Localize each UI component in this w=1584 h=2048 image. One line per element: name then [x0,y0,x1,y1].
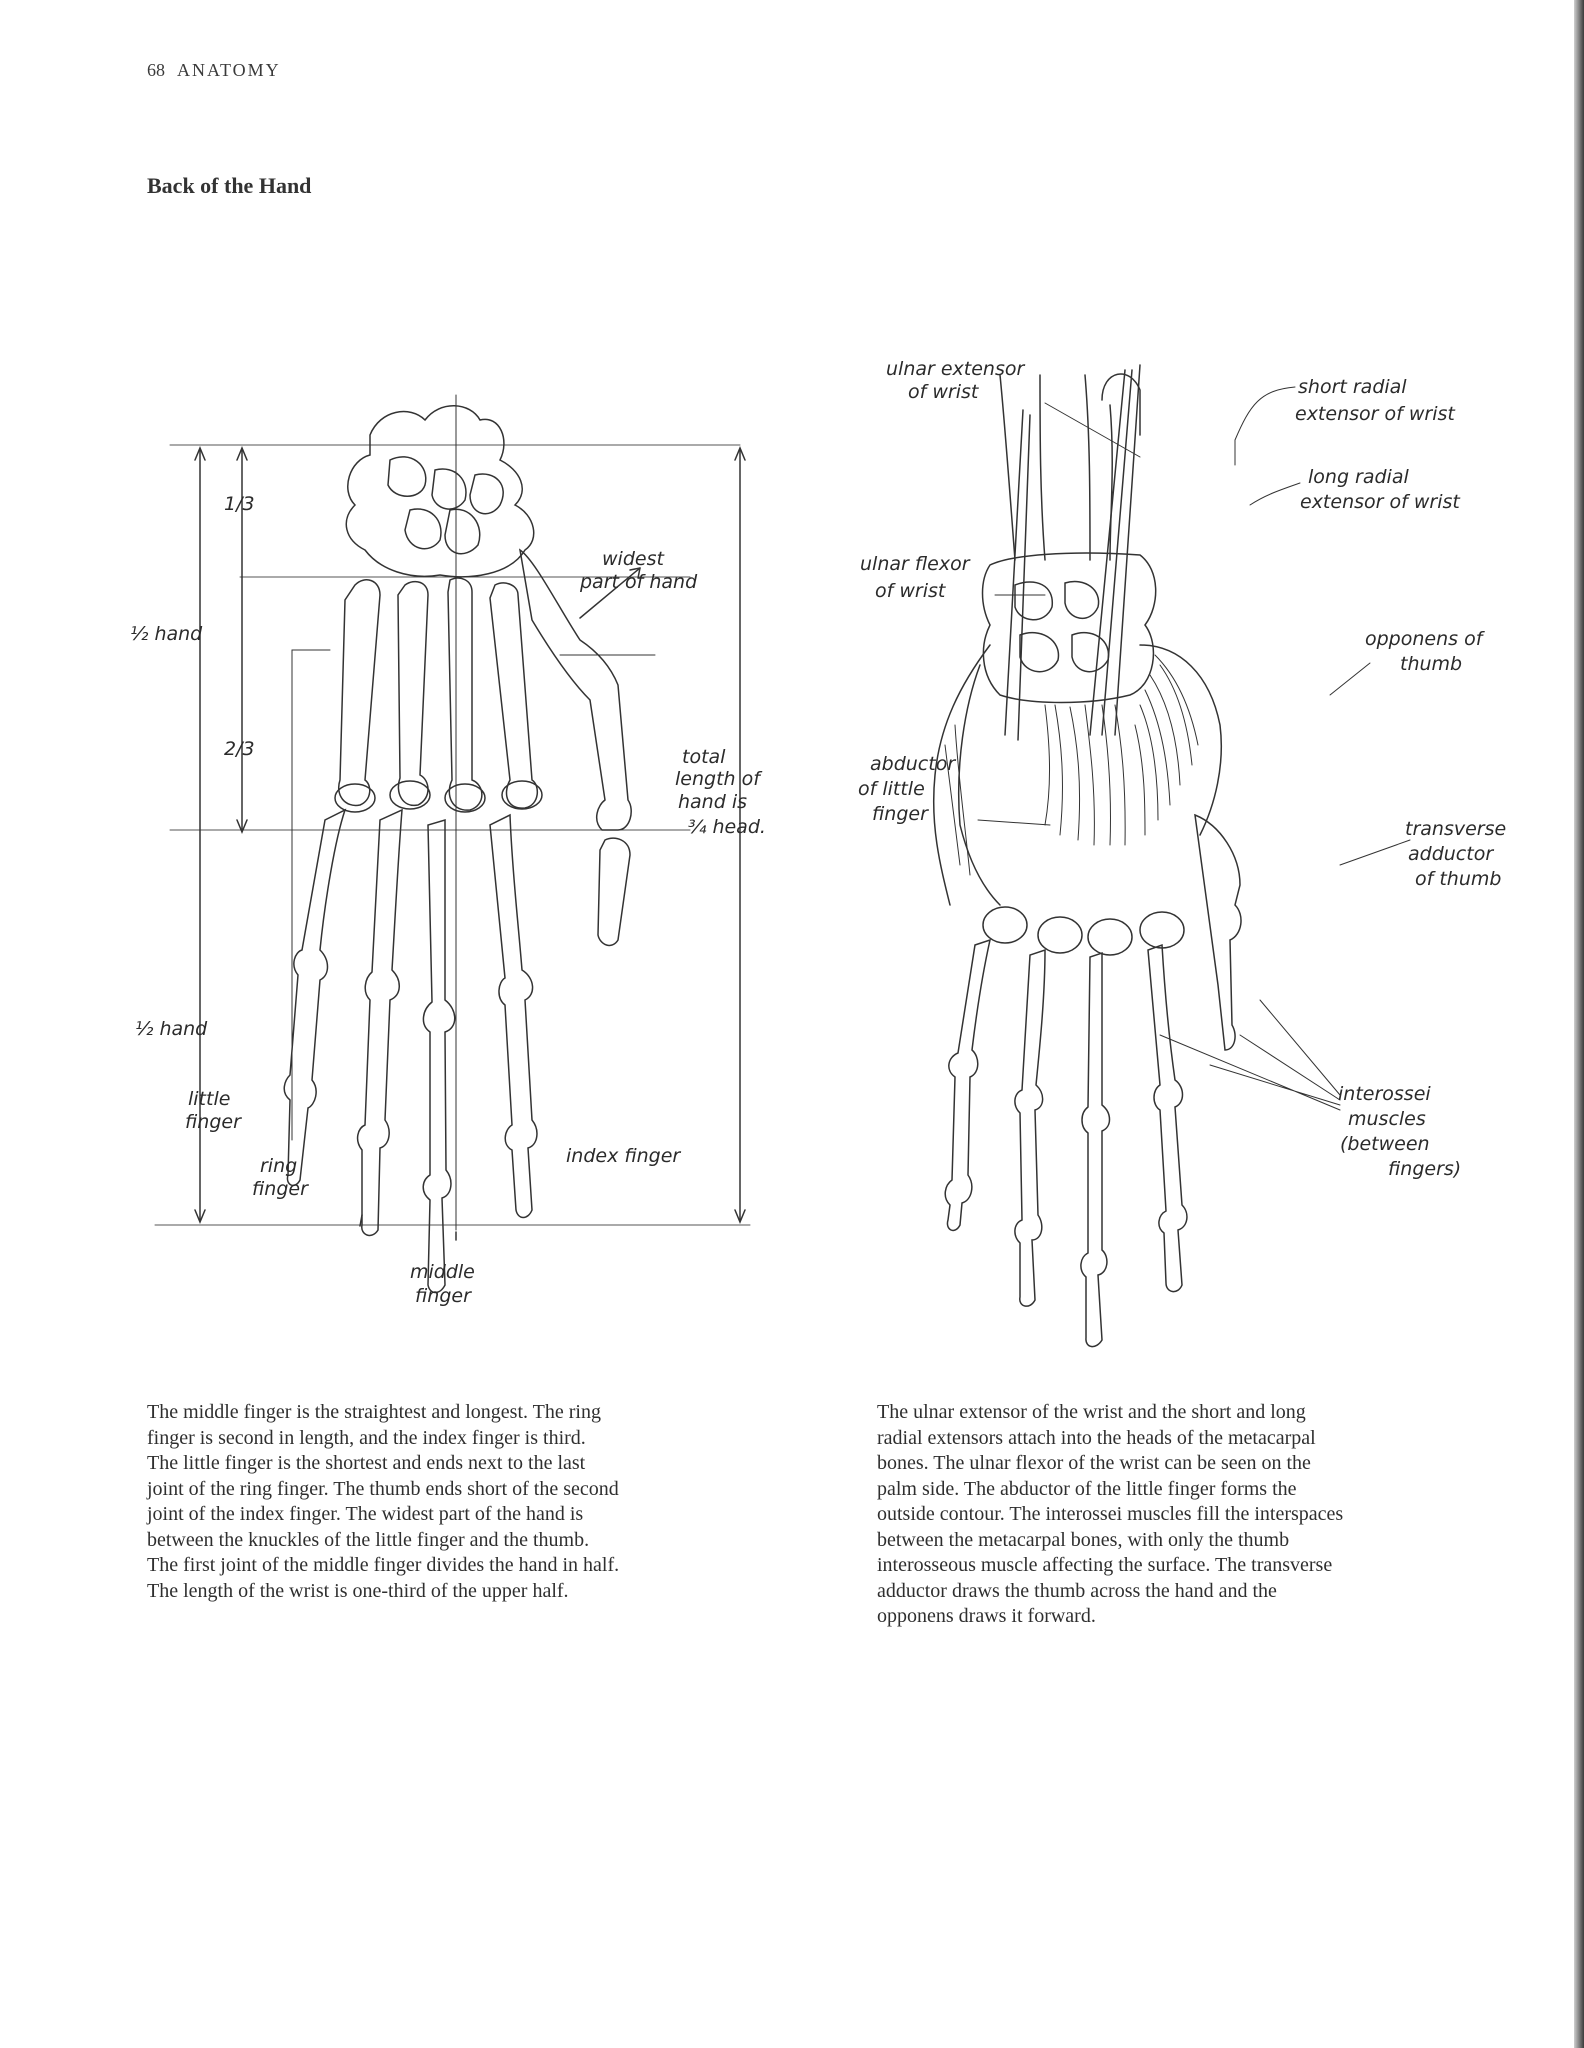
label-ulnar-extensor-line2: of wrist [908,381,979,403]
label-total-line3: hand is [678,791,748,813]
hand-muscles-figure [840,345,1540,1355]
caption-left-line: joint of the ring finger. The thumb ends short of the second [147,1477,619,1500]
label-long-radial-line2: extensor of wrist [1300,491,1460,513]
label-total-line2: length of [675,768,760,790]
caption-left-line: finger is second in length, and the index finger is third. [147,1426,586,1449]
label-ulnar-flexor-line1: ulnar flexor [860,553,970,575]
caption-right-line: opponens draws it forward. [877,1605,1096,1627]
label-half-hand-upper: ½ hand [130,623,203,645]
label-total-line1: total [682,746,726,768]
caption-left-line: The length of the wrist is one-third of the upper half. [147,1579,569,1602]
page-number: 68 [147,60,165,80]
running-title: ANATOMY [177,60,281,80]
label-opponens-line2: thumb [1400,653,1463,675]
label-two-thirds: 2/3 [224,738,255,760]
label-one-third: 1/3 [224,493,255,515]
caption-left-line: between the knuckles of the little finger and the thumb. [147,1528,590,1551]
label-total-line4: ¾ head. [688,816,766,838]
label-little-finger-line2: finger [185,1111,241,1133]
caption-right-line: between the metacarpal bones, with only the thumb [877,1528,1290,1551]
label-little-finger-line1: little [188,1088,231,1110]
caption-right-line: palm side. The abductor of the little finger forms the [877,1477,1297,1500]
caption-right-line: bones. The ulnar flexor of the wrist can be seen on the [877,1452,1311,1474]
label-interossei-line4: fingers) [1388,1158,1462,1180]
caption-right [877,1400,1517,1630]
label-interossei-line2: muscles [1348,1108,1426,1130]
label-abductor-line2: of little [858,778,925,800]
caption-left-line: The little finger is the shortest and ends next to the last [147,1452,586,1474]
section-title: Back of the Hand [147,173,312,198]
caption-right-line: adductor draws the thumb across the hand and the [877,1579,1277,1602]
label-transverse-line2: adductor [1408,843,1494,865]
caption-left-line: The first joint of the middle finger divides the hand in half. [147,1554,620,1576]
label-index-finger: index finger [566,1145,681,1167]
caption-right-line: radial extensors attach into the heads of the metacarpal [877,1426,1316,1449]
label-interossei-line3: (between [1340,1133,1430,1155]
label-middle-finger-line1: middle [410,1261,475,1283]
label-transverse-line3: of thumb [1415,868,1502,890]
label-ring-finger-line2: finger [252,1178,308,1200]
caption-left-line: joint of the index finger. The widest part of the hand is [147,1503,584,1525]
caption-left [147,1400,787,1604]
label-widest-line2: part of hand [580,571,698,593]
caption-right-line: outside contour. The interossei muscles fill the interspaces [877,1503,1344,1525]
label-transverse-line1: transverse [1405,818,1507,840]
label-ulnar-extensor-line1: ulnar extensor [886,358,1025,380]
label-interossei-line1: interossei [1338,1083,1431,1105]
label-half-hand-lower: ½ hand [135,1018,208,1040]
label-long-radial-line1: long radial [1308,466,1409,488]
label-short-radial-line2: extensor of wrist [1295,403,1455,425]
caption-right-line: The ulnar extensor of the wrist and the short and long [877,1401,1306,1423]
skeleton-hand-drawing [130,380,840,1330]
label-abductor-line3: finger [872,803,928,825]
skeleton-hand-figure [130,380,840,1330]
page-edge-shadow [1574,0,1584,2048]
running-head [147,60,281,81]
caption-left-line: The middle finger is the straightest and longest. The ring [147,1401,601,1423]
label-widest-line1: widest [602,548,664,570]
label-ulnar-flexor-line2: of wrist [875,580,946,602]
label-short-radial-line1: short radial [1298,376,1407,398]
label-abductor-line1: abductor [870,753,956,775]
label-opponens-line1: opponens of [1365,628,1483,650]
hand-muscles-drawing [840,345,1540,1355]
caption-right-line: interosseous muscle affecting the surface. The transverse [877,1554,1333,1576]
label-middle-finger-line2: finger [415,1285,471,1307]
label-ring-finger-line1: ring [260,1155,298,1177]
